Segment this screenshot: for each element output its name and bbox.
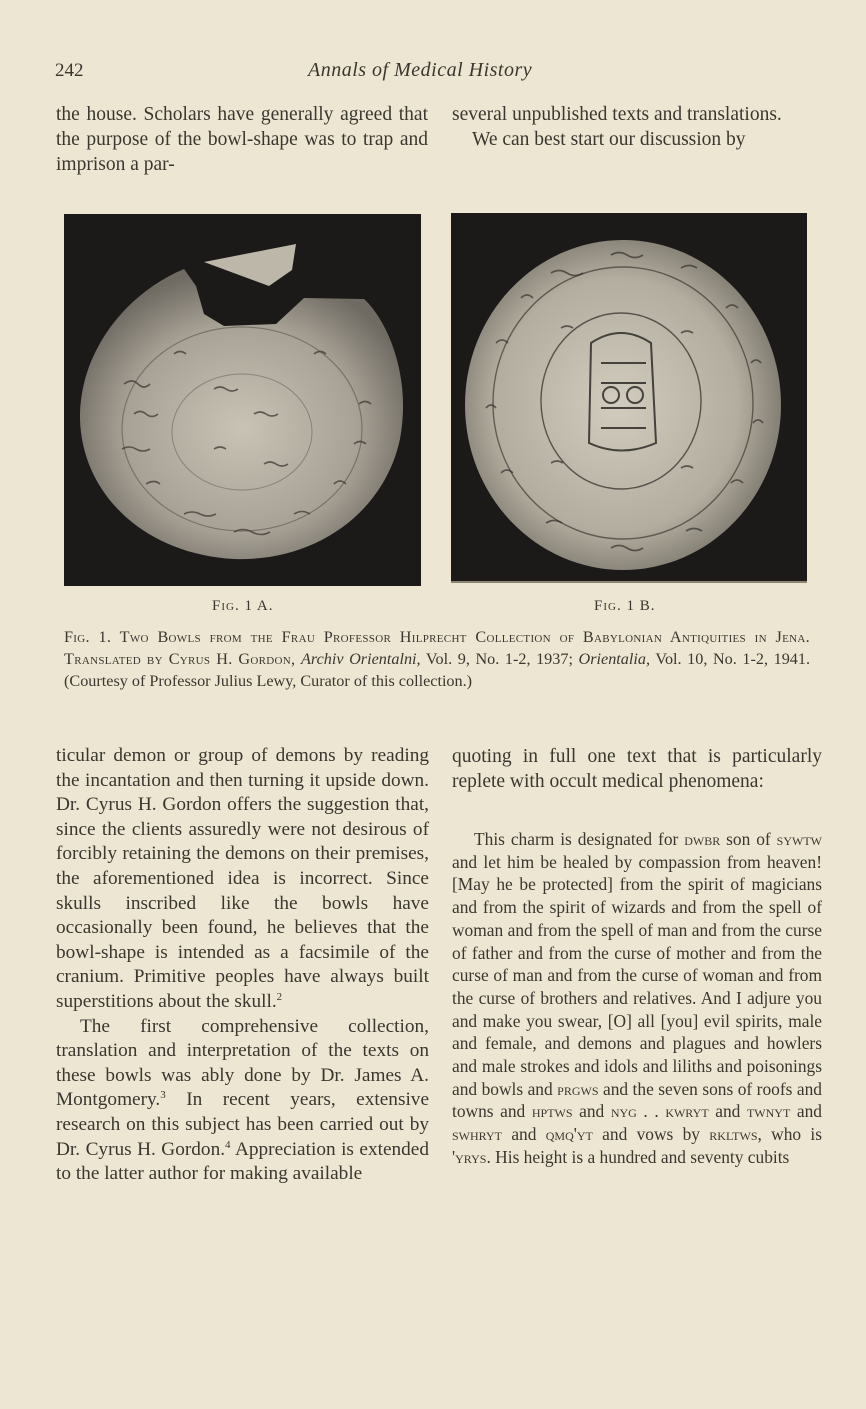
caption-citation: Vol. 9, No. 1-2, 1937; <box>425 650 573 668</box>
name-smallcaps: 'yrys <box>452 1146 487 1167</box>
quote-text: , who is <box>757 1124 823 1145</box>
footnote-ref: 3 <box>160 1089 166 1102</box>
text-column-top-right <box>452 102 820 152</box>
name-smallcaps: swhryt <box>452 1124 503 1145</box>
quote-text: This charm is designated for <box>474 829 685 849</box>
quote-text: and <box>790 1101 822 1122</box>
paragraph <box>56 1015 429 1187</box>
incantation-quote <box>452 828 822 1169</box>
page-number: 242 <box>55 60 84 81</box>
name-smallcaps: kwryt <box>665 1101 709 1122</box>
paragraph: several unpublished texts and translations. <box>452 104 782 125</box>
text-column-bottom-left <box>56 744 429 1187</box>
caption-journal: Archiv Orientalni, <box>300 650 421 668</box>
name-smallcaps: nyg . . <box>610 1101 659 1122</box>
quote-text: son of <box>720 829 777 849</box>
figure-caption <box>64 626 810 692</box>
caption-journal: Orientalia, <box>578 650 651 668</box>
text-column-top-left <box>56 102 428 177</box>
name-smallcaps: sywtw <box>776 829 822 849</box>
name-smallcaps: hptws <box>531 1101 573 1122</box>
quote-text: and <box>708 1101 747 1122</box>
paragraph: quoting in full one text that is particularly replete with occult medical phenomena: <box>452 746 822 792</box>
quote-text: and let him be healed by compassion from heaven! [May he be protected] from the spirit of magicians and from the spirit of wizards and from the spell of woman and from the spell of man and from the curse of father and from the curse of mother and from the curse of man and from the curse of woman and from the curse of brothers and relatives. And I adjure you and make you swear, [O] all [you] evil spirits, male and female, and demons and plagues and howlers and male strokes and idols and liliths and poisonings and bowls and <box>452 851 822 1099</box>
footnote-ref: 2 <box>276 990 283 1003</box>
name-smallcaps: dwbr <box>684 829 721 849</box>
figure-1b-border <box>451 581 807 583</box>
figure-1a-bowl-photo <box>64 214 421 586</box>
figure-1b-bowl-photo <box>451 213 807 583</box>
quote-text: and vows by <box>592 1124 710 1145</box>
running-title: Annals of Medical History <box>308 59 533 81</box>
paragraph-text: ticular demon or group of demons by reading the incantation and then turning it upside down. Dr. Cyrus H. Gordon offers the suggestion that, since the clients assuredly were not desirous of forcibly retaining the demons on their premises, the aforementioned idea is incorrect. Since skulls inscribed like the bowls have occasionally been found, he believes that the bowl-shape is intended as a facsimile of the cranium. Primitive peoples have always built superstitions about the skull. <box>56 745 429 1012</box>
quote-text: and the seven sons of roofs and towns and <box>452 1078 822 1122</box>
paragraph-text: Appreciation is extended to the latter author for making available <box>56 1138 429 1185</box>
paragraph <box>56 744 429 1015</box>
paragraph-text: In recent years, extensive research on this subject has been carried out by Dr. Cyrus H. Gordon. <box>56 1089 429 1160</box>
figure-1b-label: Fig. 1 B. <box>594 598 656 614</box>
paragraph: We can best start our discussion by <box>472 129 746 150</box>
name-smallcaps: rkltws <box>709 1124 758 1145</box>
figure-1a-label: Fig. 1 A. <box>212 598 274 614</box>
caption-citation: Vol. 10, No. 1-2, 1941. (Courtesy of Professor Julius Lewy, Curator of this collection.) <box>64 650 811 690</box>
name-smallcaps: prgws <box>557 1078 599 1099</box>
quote-text: and <box>572 1101 611 1122</box>
text-column-bottom-right <box>452 744 822 794</box>
name-smallcaps: qmq'yt <box>545 1124 593 1145</box>
footnote-ref: 4 <box>225 1138 231 1151</box>
quote-text: and <box>502 1124 546 1145</box>
caption-label: Fig. 1. Two Bowls from the Frau Professor Hilprecht Collection of Babylonian Antiquities in Jena. Translated by Cyrus H. Gordon, <box>64 628 810 668</box>
paragraph-text: The first comprehensive collection, translation and interpretation of the texts on these bowls was ably done by Dr. James A. Montgomery. <box>56 1015 429 1111</box>
paragraph: the house. Scholars have generally agreed that the purpose of the bowl-shape was to trap and imprison a par- <box>56 104 428 175</box>
name-smallcaps: twnyt <box>746 1101 791 1122</box>
quote-text: . His height is a hundred and seventy cubits <box>486 1146 790 1167</box>
